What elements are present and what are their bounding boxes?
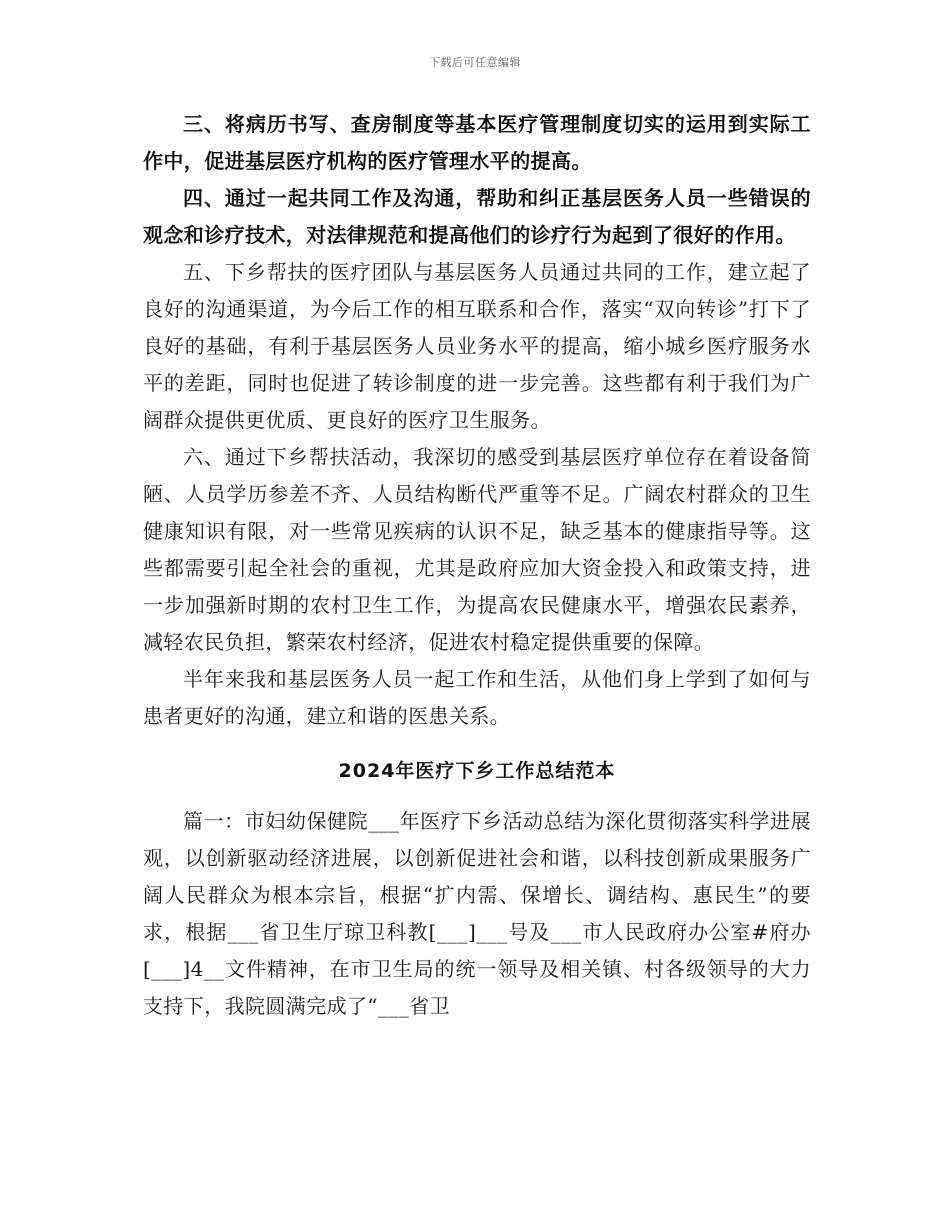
paragraph-6: 六、通过下乡帮扶活动，我深切的感受到基层医疗单位存在着设备简陋、人员学历参差不齐、人员结构断代严重等不足。广阔农村群众的卫生健康知识有限，对一些常见疾病的认识不足，缺乏基本的健康指导等。这些都需要引起全社会的重视，尤其是政府应加大资金投入和政策支持，进一步加强新时期的农村卫生工作，为提高农民健康水平，增强农民素养，减轻农民负担，繁荣农村经济，促进农村稳定提供重要的保障。	[143, 445, 811, 654]
paragraph-3: 三、将病历书写、查房制度等基本医疗管理制度切实的运用到实际工作中，促进基层医疗机构的医疗管理水平的提高。	[143, 112, 811, 173]
paragraph-5: 五、下乡帮扶的医疗团队与基层医务人员通过共同的工作，建立起了良好的沟通渠道，为今后工作的相互联系和合作，落实“双向转诊”打下了良好的基础，有利于基层医务人员业务水平的提高，缩小城乡医疗服务水平的差距，同时也促进了转诊制度的进一步完善。这些都有利于我们为广阔群众提供更优质、更良好的医疗卫生服务。	[143, 260, 811, 432]
paragraph-4: 四、通过一起共同工作及沟通，帮助和纠正基层医务人员一些错误的观念和诊疗技术，对法律规范和提高他们的诊疗行为起到了很好的作用。	[143, 186, 811, 247]
document-body	[143, 106, 811, 1025]
header-note: 下载后可任意编辑	[429, 56, 521, 69]
paragraph-article-one: 篇一：市妇幼保健院___年医疗下乡活动总结为深化贯彻落实科学进展观，以创新驱动经济进展，以创新促进社会和谐，以科技创新成果服务广阔人民群众为根本宗旨，根据“扩内需、保增长、调结构、惠民生”的要求，根据___省卫生厅琼卫科教[___]___号及___市人民政府办公室#府办[___]4__文件精神，在市卫生局的统一领导及相关镇、村各级领导的大力支持下，我院圆满完成了“___省卫	[143, 809, 811, 1018]
paragraph-summary: 半年来我和基层医务人员一起工作和生活，从他们身上学到了如何与患者更好的沟通，建立和谐的医患关系。	[143, 667, 811, 728]
document-title: 2024年医疗下乡工作总结范本	[338, 760, 616, 782]
